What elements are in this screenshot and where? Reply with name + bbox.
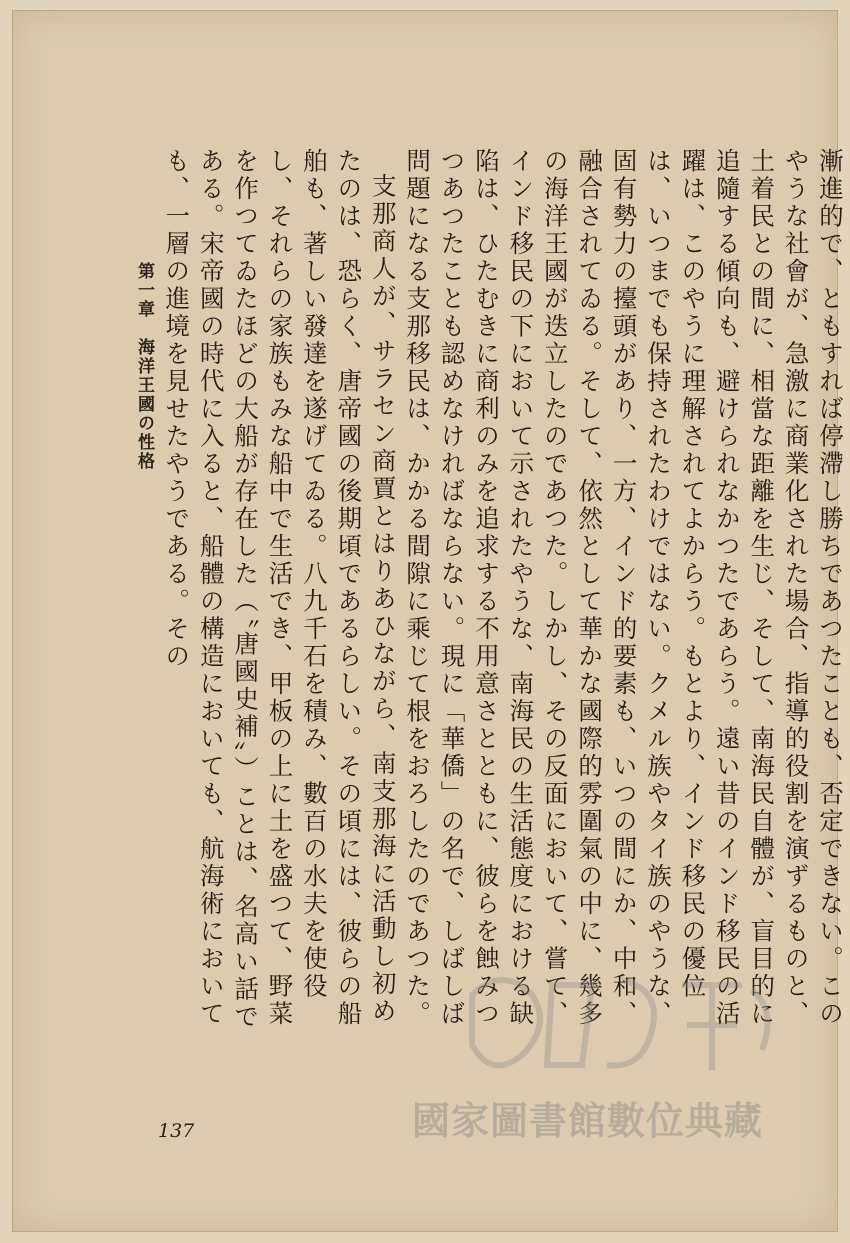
page-number: 137 <box>158 1120 195 1142</box>
paragraph-2: 支那商人が、サラセン商賈とはりあひながら、南支那海に活動し初めたのは、恐らく、唐帝國の後期頃であるらしい。その頃には、彼らの船舶も、著しい發達を遂げてゐる。八九千石を積み、數百の水夫を使役し、それらの家族もみな船中で生活でき、甲板の上に土を盛つて、野菜を作つてゐたほどの大船が存在した（〝唐國史補〟）ことは、名高い話である。宋帝國の時代に入ると、船體の構造においても、航海術においても、一層の進境を見せたやうである。その <box>162 148 398 1031</box>
paragraph-1: 漸進的で、ともすれば停滯し勝ちであつたことも、否定できない。このやうな社會が、急激に商業化された場合、指導的役割を演ずるものと、土着民との間に、相當な距離を生じ、そして、南海民自體が、盲目的に追隨する傾向も、避けられなかつたであらう。遠い昔のインド移民の活躍は、このやうに理解されてよからう。もとより、インド移民の優位は、いつまでも保持されたわけではない。クメル族やタイ族のやうな、固有勢力の擡頭があり、一方、インド的要素も、いつの間にか、中和、融合されてゐる。そして、依然として華かな國際的雰圍氣の中に、幾多の海洋王國が迭立したのであつた。しかし、その反面において、嘗て、インド移民の下において示されたやうな、南海民の生活態度における缺陷は、ひたむきに商利のみを追求する不用意さとともに、彼らを蝕みつつあつたことも認めなければならない。現に「華僑」の名で、しばしば問題になる支那移民は、かかる間隙に乘じて根をおろしたのであつた。 <box>403 148 845 1028</box>
running-head: 第一章 海洋王國の性格 <box>134 262 154 471</box>
watermark: 國家圖書館數位典藏 <box>412 1099 764 1143</box>
body-text <box>157 148 847 1048</box>
library-seal-icon <box>452 955 792 1095</box>
book-page <box>12 10 845 1232</box>
